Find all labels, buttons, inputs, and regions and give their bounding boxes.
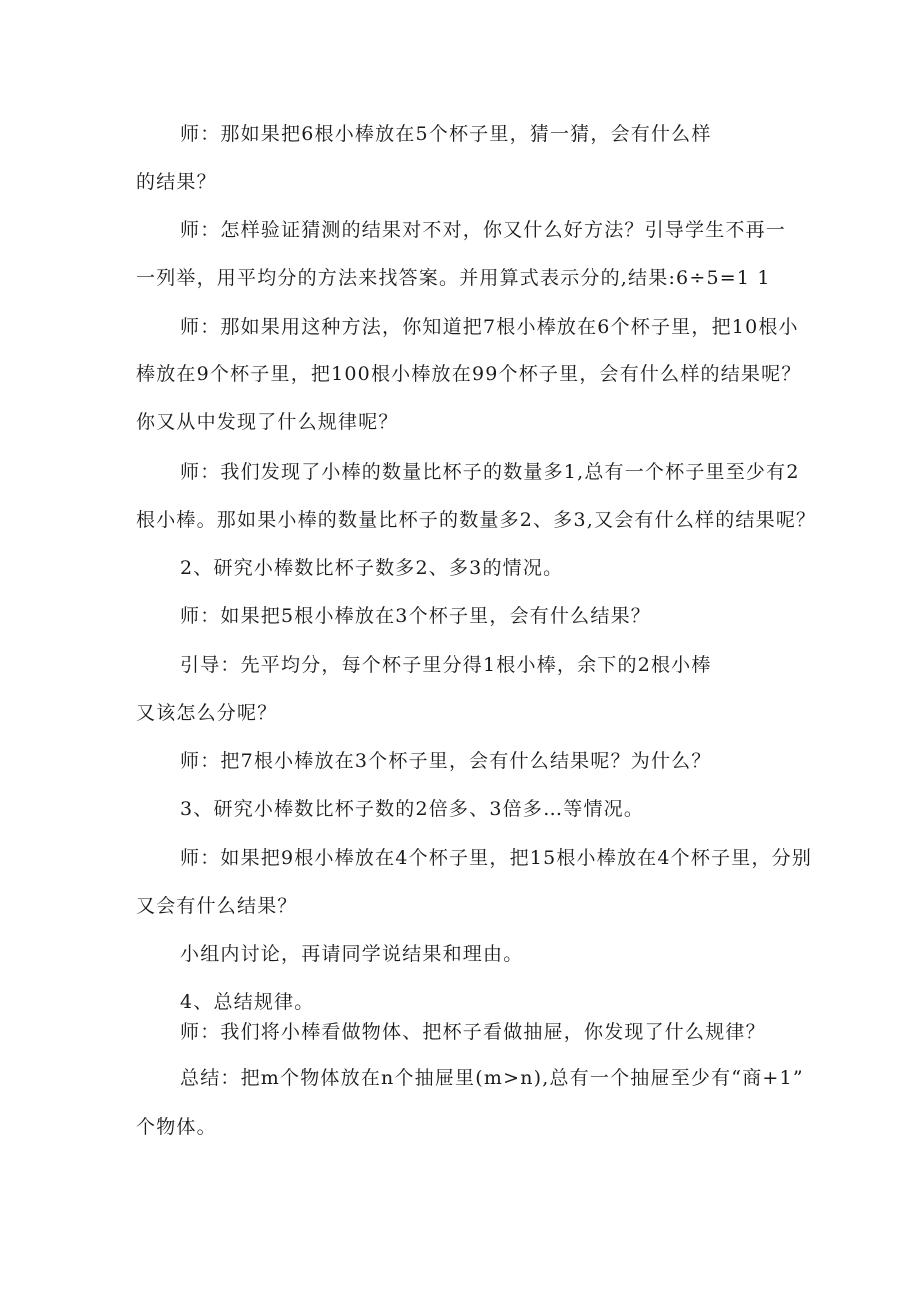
paragraph-line: 师：如果把5根小棒放在3个杯子里，会有什么结果？ <box>180 605 651 627</box>
paragraph-line: 又会有什么结果？ <box>136 895 298 917</box>
section-heading: 4、总结规律。 <box>180 991 315 1013</box>
paragraph-line: 你又从中发现了什么规律呢？ <box>136 411 399 433</box>
paragraph-line: 师：怎样验证猜测的结果对不对，你又什么好方法？引导学生不再一 <box>180 219 787 241</box>
paragraph-line: 根小棒。那如果小棒的数量比杯子的数量多2、多3,又会有什么样的结果呢？ <box>136 509 817 531</box>
summary-line: 个物体。 <box>136 1116 217 1138</box>
paragraph-line: 师：我们将小棒看做物体、把杯子看做抽屉，你发现了什么规律？ <box>180 1021 766 1043</box>
summary-line: 总结：把m个物体放在n个抽屉里(m>n),总有一个抽屉至少有“商+1” <box>180 1067 804 1089</box>
paragraph-line: 小组内讨论，再请同学说结果和理由。 <box>180 943 524 965</box>
paragraph-line: 引导：先平均分，每个杯子里分得1根小棒，余下的2根小棒 <box>180 654 712 676</box>
paragraph-line: 师：我们发现了小棒的数量比杯子的数量多1,总有一个杯子里至少有2 <box>180 461 800 483</box>
paragraph-line: 棒放在9个杯子里，把100根小棒放在99个杯子里，会有什么样的结果呢？ <box>136 363 802 385</box>
section-heading: 2、研究小棒数比杯子数多2、多3的情况。 <box>180 557 564 579</box>
paragraph-line: 的结果？ <box>136 171 217 193</box>
paragraph-line: 师：如果把9根小棒放在4个杯子里，把15根小棒放在4个杯子里，分别 <box>180 847 813 869</box>
paragraph-line: 又该怎么分呢？ <box>136 702 278 724</box>
section-heading: 3、研究小棒数比杯子数的2倍多、3倍多…等情况。 <box>180 798 645 820</box>
paragraph-line: 师：把7根小棒放在3个杯子里，会有什么结果呢？为什么？ <box>180 750 712 772</box>
paragraph-line: 师：那如果用这种方法，你知道把7根小棒放在6个杯子里，把10根小 <box>180 316 799 338</box>
paragraph-line: 师：那如果把6根小棒放在5个杯子里，猜一猜，会有什么样 <box>180 123 712 145</box>
paragraph-line: 一列举，用平均分的方法来找答案。并用算式表示分的,结果:6÷5=1 1 <box>136 267 771 289</box>
